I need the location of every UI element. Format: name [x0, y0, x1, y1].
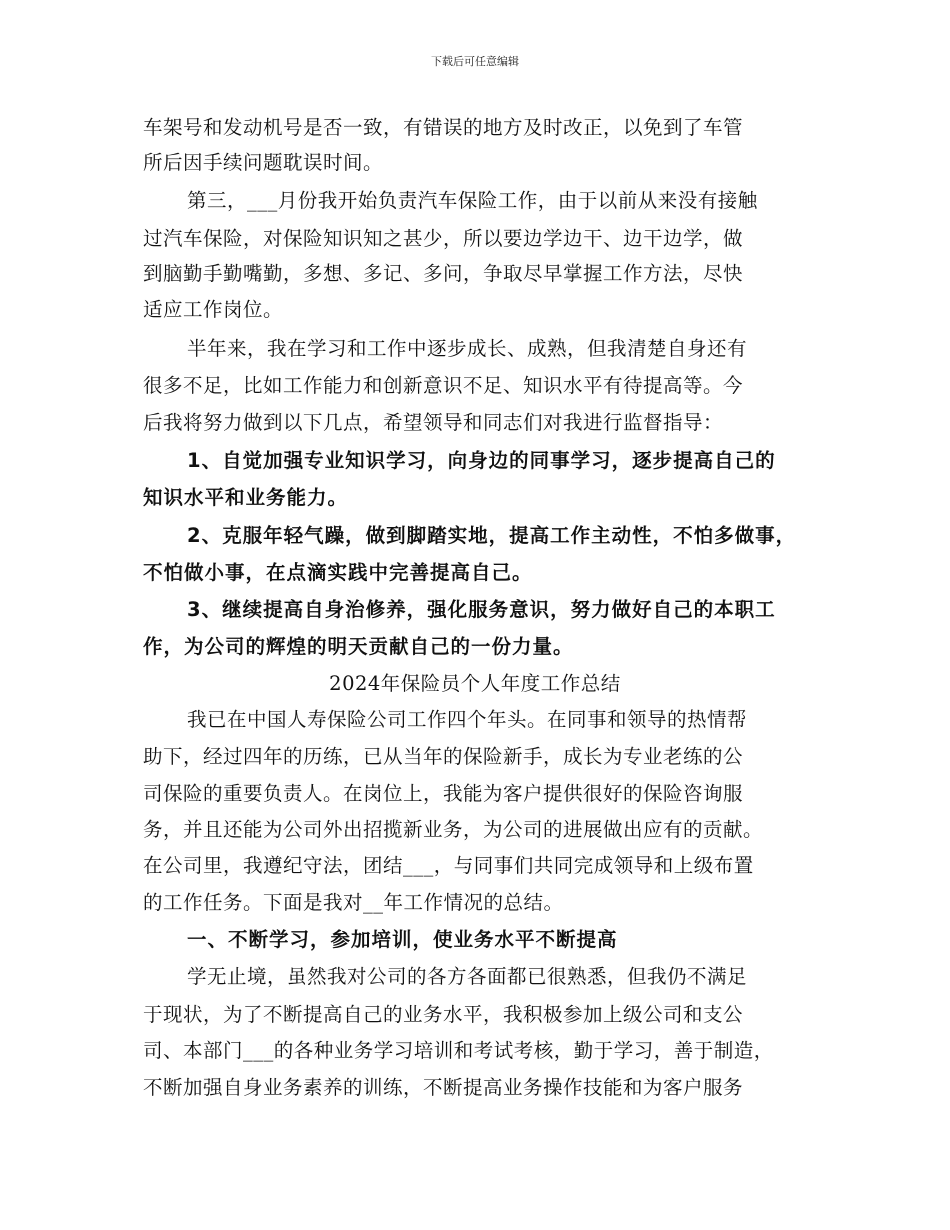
text-line: 助下，经过四年的历练，已从当年的保险新手，成长为专业老练的公 [143, 745, 744, 768]
text-line: 学无止境，虽然我对公司的各方各面都已很熟悉，但我仍不满足 [187, 965, 748, 988]
text-line: 于现状，为了不断提高自己的业务水平，我积极参加上级公司和支公 [143, 1003, 744, 1026]
text-line: 车架号和发动机号是否一致，有错误的地方及时改正，以免到了车管 [143, 116, 744, 139]
text-line: 半年来，我在学习和工作中逐步成长、成熟，但我清楚自身还有 [187, 337, 748, 360]
bold-line: 知识水平和业务能力。 [143, 486, 349, 509]
bold-line: 2、克服年轻气躁，做到脚踏实地，提高工作主动性，不怕多做事， [187, 524, 797, 547]
text-line: 在公司里，我遵纪守法，团结___，与同事们共同完成领导和上级布置 [143, 854, 754, 877]
subheading: 一、不断学习，参加培训，使业务水平不断提高 [187, 928, 618, 951]
bold-line: 不怕做小事，在点滴实践中完善提高自己。 [143, 561, 533, 584]
bold-line: 3、继续提高自身治修养，强化服务意识，努力做好自己的本职工 [187, 598, 776, 621]
text-line: 适应工作岗位。 [143, 298, 284, 321]
text-line: 第三，___月份我开始负责汽车保险工作，由于以前从来没有接触 [187, 189, 758, 212]
text-line: 到脑勤手勤嘴勤，多想、多记、多问，争取尽早掌握工作方法，尽快 [143, 262, 744, 285]
text-line: 务，并且还能为公司外出招揽新业务，为公司的进展做出应有的贡献。 [143, 818, 764, 841]
bold-line: 作，为公司的辉煌的明天贡献自己的一份力量。 [143, 635, 574, 658]
section-title: 2024年保险员个人年度工作总结 [329, 672, 621, 695]
text-line: 司、本部门___的各种业务学习培训和考试考核，勤于学习，善于制造， [143, 1039, 774, 1062]
bold-line: 1、自觉加强专业知识学习，向身边的同事学习，逐步提高自己的 [187, 449, 776, 472]
text-line: 不断加强自身业务素养的训练，不断提高业务操作技能和为客户服务 [143, 1076, 744, 1099]
text-line: 我已在中国人寿保险公司工作四个年头。在同事和领导的热情帮 [187, 708, 748, 731]
text-line: 所后因手续问题耽误时间。 [143, 151, 384, 174]
text-line: 过汽车保险，对保险知识知之甚少，所以要边学边干、边干边学，做 [143, 227, 744, 250]
text-line: 的工作任务。下面是我对__年工作情况的总结。 [143, 891, 564, 914]
text-line: 后我将努力做到以下几点，希望领导和同志们对我进行监督指导： [143, 411, 724, 434]
text-line: 很多不足，比如工作能力和创新意识不足、知识水平有待提高等。今 [143, 374, 744, 397]
text-line: 司保险的重要负责人。在岗位上，我能为客户提供很好的保险咨询服 [143, 782, 744, 805]
page-header: 下载后可任意编辑 [431, 55, 519, 68]
